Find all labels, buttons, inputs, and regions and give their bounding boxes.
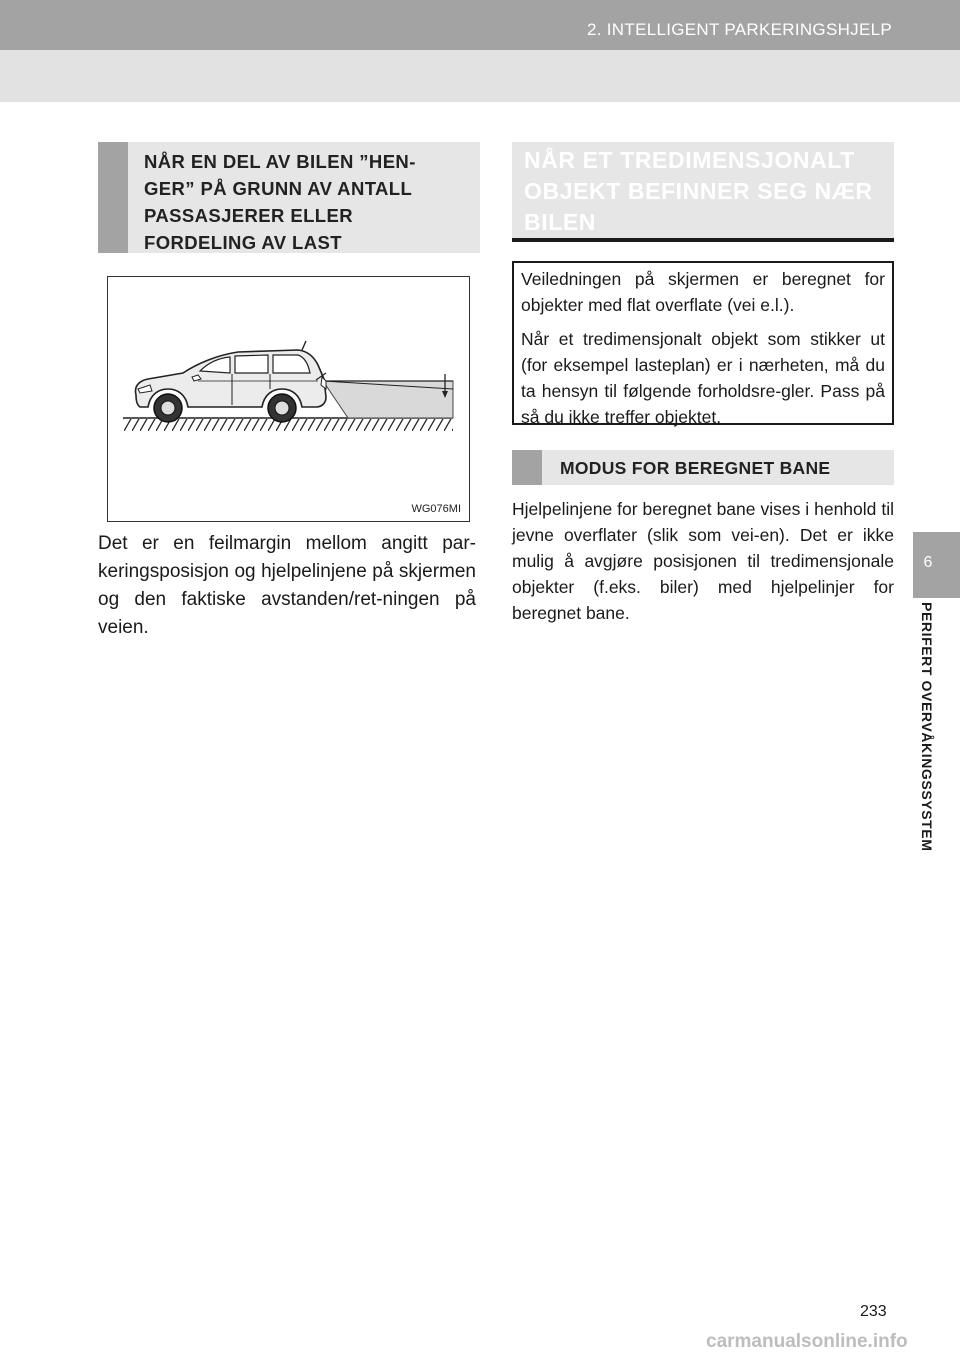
subheading-predicted-path: [512, 450, 894, 485]
heading-line: PASSASJERER ELLER: [144, 205, 353, 226]
heading-line: NÅR EN DEL AV BILEN ”HEN-: [144, 151, 416, 172]
chapter-tab-label: [913, 598, 960, 910]
guide-area: [323, 381, 453, 418]
header-bar: [0, 0, 960, 50]
subheading-text: MODUS FOR BEREGNET BANE: [560, 458, 831, 478]
heading-stripe: [98, 142, 128, 253]
heading-line: FORDELING AV LAST: [144, 232, 342, 253]
heading-line: OBJEKT BEFINNER SEG NÆR: [524, 178, 873, 204]
chapter-number: 6: [923, 554, 933, 571]
right-paragraph: Hjelpelinjene for beregnet bane vises i henhold til jevne overflater (slik som vei-en). Det er ikke mulig å avgjøre posisjonen til tredimensjonale objekter (f.eks. biler) med hjelpelinjer for beregnet bane.: [512, 499, 894, 623]
section-heading-3d-object: [512, 142, 894, 242]
car-sagging-diagram: [108, 277, 469, 521]
note-box: [512, 261, 894, 425]
chapter-title: 2. INTELLIGENT PARKERINGSHJELP: [586, 20, 892, 39]
heading-text: [144, 148, 416, 256]
note-paragraph: Veiledningen på skjermen er beregnet for objekter med flat overflate (vei e.l.).: [521, 269, 885, 315]
chapter-label-text: PERIFERT OVERVÅKINGSSYSTEM: [919, 602, 935, 852]
chapter-tab: [913, 532, 960, 598]
watermark: carmanualsonline.info: [706, 1331, 908, 1352]
heading-line: BILEN: [524, 209, 596, 235]
heading-stripe: [512, 450, 542, 485]
header-subbar: [0, 50, 960, 102]
note-paragraph: Når et tredimensjonalt objekt som stikker ut (for eksempel lasteplan) er i nærheten, må du ta hensyn til følgende forholdsre-gler. Pass på så du ikke treffer objektet.: [521, 329, 885, 427]
page-number: 233: [860, 1303, 887, 1320]
car-illustration: [107, 276, 470, 522]
heading-line: GER” PÅ GRUNN AV ANTALL: [144, 178, 413, 199]
section-heading-load: [98, 142, 480, 253]
heading-text: [524, 145, 873, 238]
figure-code: WG076MI: [411, 503, 461, 515]
left-paragraph: Det er en feilmargin mellom angitt par-keringsposisjon og hjelpelinjene på skjermen og den faktiske avstanden/ret-ningen på veien.: [98, 533, 476, 638]
heading-line: NÅR ET TREDIMENSJONALT: [524, 147, 855, 173]
